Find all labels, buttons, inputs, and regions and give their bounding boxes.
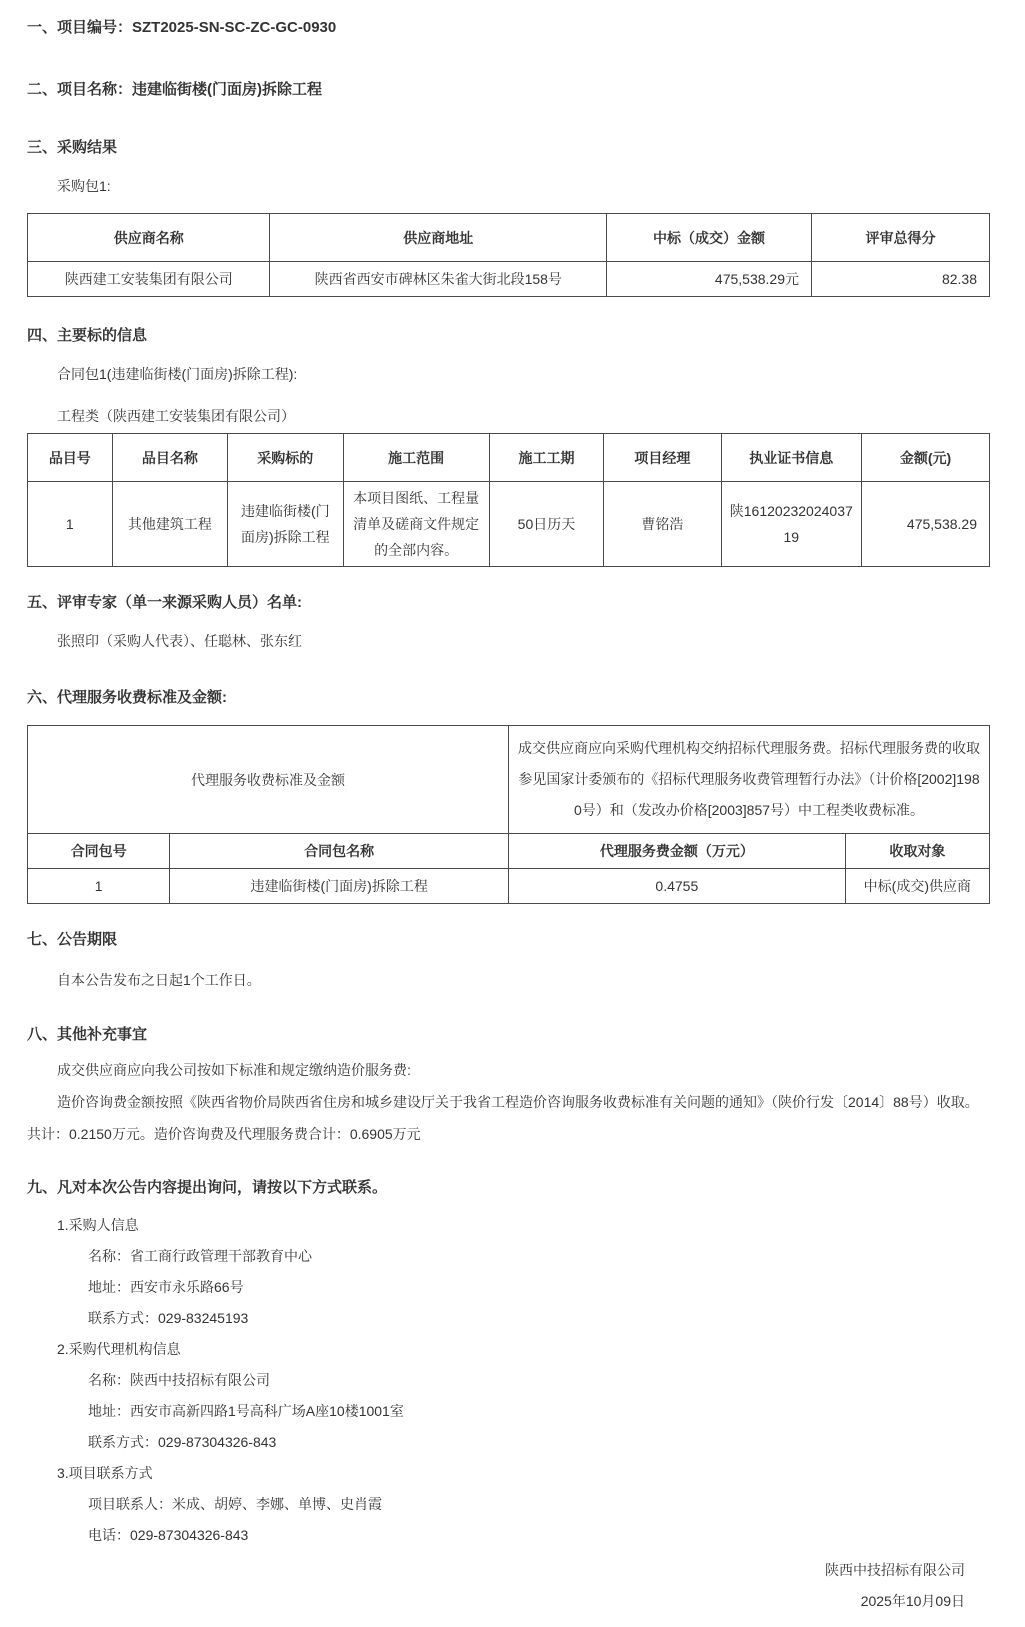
project-contacts: 项目联系人：米成、胡婷、李娜、单博、史肖霞 bbox=[88, 1496, 382, 1512]
project-phone: 电话：029-87304326-843 bbox=[88, 1527, 249, 1543]
section-project-name-heading: 二、项目名称：违建临街楼(门面房)拆除工程 bbox=[27, 81, 322, 98]
table-row bbox=[28, 482, 990, 567]
package-label: 采购包1: bbox=[57, 178, 111, 194]
review-experts-names: 张照印（采购人代表）、任聪林、张东红 bbox=[57, 633, 302, 649]
procurement-result-table bbox=[27, 213, 990, 297]
section-other-notes-heading: 八、其他补充事宜 bbox=[27, 1026, 148, 1043]
table-row bbox=[28, 262, 990, 297]
table-header-row bbox=[28, 214, 990, 262]
contract-package-name-cell: 违建临街楼(门面房)拆除工程 bbox=[170, 869, 509, 904]
award-amount-header: 中标（成交）金额 bbox=[607, 214, 812, 262]
other-notes-line-1: 成交供应商应向我公司按如下标准和规定缴纳造价服务费: bbox=[57, 1062, 411, 1078]
supplier-name-cell: 陕西建工安装集团有限公司 bbox=[28, 262, 270, 297]
supplier-name-header: 供应商名称 bbox=[28, 214, 270, 262]
agency-address: 地址：西安市高新四路1号高科广场A座10楼1001室 bbox=[88, 1403, 404, 1419]
certificate-info-header: 执业证书信息 bbox=[721, 434, 861, 482]
section-procurement-result-heading: 三、采购结果 bbox=[27, 139, 118, 156]
section-project-number-heading: 一、项目编号：SZT2025-SN-SC-ZC-GC-0930 bbox=[27, 19, 337, 36]
table-header-row bbox=[28, 834, 990, 869]
project-manager-header: 项目经理 bbox=[604, 434, 721, 482]
contract-package-number-cell: 1 bbox=[28, 869, 170, 904]
purchaser-info-title: 1.采购人信息 bbox=[57, 1217, 139, 1233]
announcement-period-text: 自本公告发布之日起1个工作日。 bbox=[57, 972, 261, 988]
other-notes-line-2: 造价咨询费金额按照《陕西省物价局陕西省住房和城乡建设厅关于我省工程造价咨询服务收费标准有关问题的通知》（陕价行发〔2014〕88号）收取。 bbox=[57, 1094, 979, 1110]
contract-package-name-header: 合同包名称 bbox=[170, 834, 509, 869]
agency-info-title: 2.采购代理机构信息 bbox=[57, 1341, 181, 1357]
section-contact-heading: 九、凡对本次公告内容提出询问，请按以下方式联系。 bbox=[27, 1179, 388, 1196]
supplier-address-cell: 陕西省西安市碑林区朱雀大街北段158号 bbox=[270, 262, 607, 297]
construction-period-cell: 50日历天 bbox=[489, 482, 603, 567]
table-header-row bbox=[28, 434, 990, 482]
review-score-cell: 82.38 bbox=[812, 262, 990, 297]
agency-fee-standard-label: 代理服务收费标准及金额 bbox=[28, 726, 509, 834]
award-amount-cell: 475,538.29元 bbox=[607, 262, 812, 297]
fee-payer-cell: 中标(成交)供应商 bbox=[845, 869, 989, 904]
purchaser-contact: 联系方式：029-83245193 bbox=[88, 1310, 249, 1326]
table-row bbox=[28, 869, 990, 904]
certificate-info-cell: 陕1612023202403719 bbox=[721, 482, 861, 567]
contract-package-label: 合同包1(违建临街楼(门面房)拆除工程): bbox=[57, 366, 298, 382]
construction-scope-cell: 本项目图纸、工程量清单及磋商文件规定的全部内容。 bbox=[343, 482, 489, 567]
project-manager-cell: 曹铭浩 bbox=[604, 482, 721, 567]
section-main-subject-heading: 四、主要标的信息 bbox=[27, 327, 148, 344]
footer-date: 2025年10月09日 bbox=[860, 1593, 965, 1609]
section-announcement-period-heading: 七、公告期限 bbox=[27, 931, 118, 948]
project-contact-title: 3.项目联系方式 bbox=[57, 1465, 153, 1481]
project-type-label: 工程类（陕西建工安装集团有限公司） bbox=[57, 408, 295, 424]
agency-fee-table bbox=[27, 725, 990, 904]
construction-period-header: 施工工期 bbox=[489, 434, 603, 482]
contact-info-group bbox=[27, 1210, 990, 1551]
item-name-cell: 其他建筑工程 bbox=[112, 482, 227, 567]
procurement-subject-header: 采购标的 bbox=[228, 434, 343, 482]
item-number-cell: 1 bbox=[28, 482, 113, 567]
main-subject-table bbox=[27, 433, 990, 567]
amount-cell: 475,538.29 bbox=[862, 482, 990, 567]
section-agency-fee-heading: 六、代理服务收费标准及金额: bbox=[27, 689, 227, 706]
footer-company-name: 陕西中技招标有限公司 bbox=[825, 1562, 965, 1578]
agency-fee-amount-header: 代理服务费金额（万元） bbox=[508, 834, 845, 869]
section-review-experts-heading: 五、评审专家（单一来源采购人员）名单: bbox=[27, 594, 302, 611]
supplier-address-header: 供应商地址 bbox=[270, 214, 607, 262]
agency-name: 名称：陕西中技招标有限公司 bbox=[88, 1372, 270, 1388]
other-notes-line-3: 共计：0.2150万元。造价咨询费及代理服务费合计：0.6905万元 bbox=[27, 1126, 421, 1142]
agency-fee-amount-cell: 0.4755 bbox=[508, 869, 845, 904]
agency-contact: 联系方式：029-87304326-843 bbox=[88, 1434, 277, 1450]
contract-package-number-header: 合同包号 bbox=[28, 834, 170, 869]
fee-payer-header: 收取对象 bbox=[845, 834, 989, 869]
agency-fee-standard-text: 成交供应商应向采购代理机构交纳招标代理服务费。招标代理服务费的收取参见国家计委颁布的《招标代理服务收费管理暂行办法》（计价格[2002]1980号）和（发改办价格[2003]857号）中工程类收费标准。 bbox=[508, 726, 989, 834]
purchaser-address: 地址：西安市永乐路66号 bbox=[88, 1279, 244, 1295]
purchaser-name: 名称：省工商行政管理干部教育中心 bbox=[88, 1248, 312, 1264]
procurement-subject-cell: 违建临街楼(门面房)拆除工程 bbox=[228, 482, 343, 567]
item-number-header: 品目号 bbox=[28, 434, 113, 482]
amount-header: 金额(元) bbox=[862, 434, 990, 482]
table-merged-row bbox=[28, 726, 990, 834]
item-name-header: 品目名称 bbox=[112, 434, 227, 482]
construction-scope-header: 施工范围 bbox=[343, 434, 489, 482]
review-score-header: 评审总得分 bbox=[812, 214, 990, 262]
